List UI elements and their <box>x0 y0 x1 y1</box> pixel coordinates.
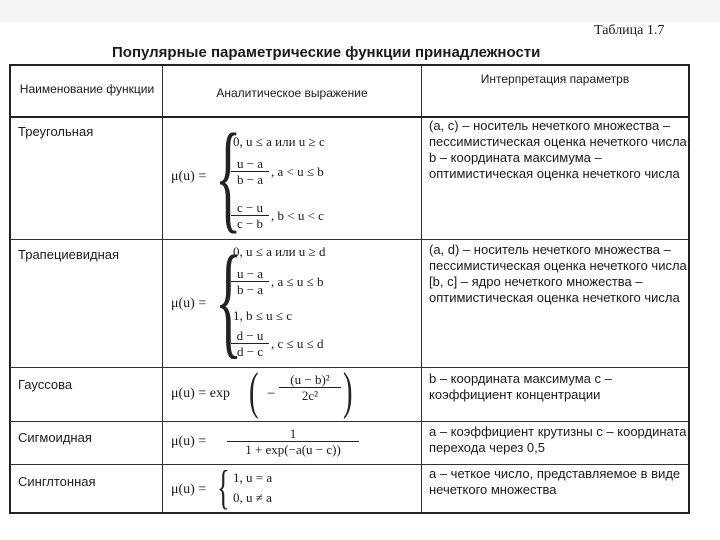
case-4-condition: , c ≤ u ≤ d <box>271 336 324 351</box>
membership-functions-table <box>9 64 690 514</box>
case-2-condition: , a ≤ u ≤ b <box>271 274 324 289</box>
interpretation-singleton: a – четкое число, представляемое в виде нечеткого множества <box>429 466 681 497</box>
fraction-denominator: 1 + exp(−a(u − c)) <box>245 442 341 457</box>
case-4-fraction <box>231 328 269 359</box>
row-divider-1 <box>11 239 688 240</box>
fraction-numerator: u − a <box>231 266 269 282</box>
case-3: 1, b ≤ u ≤ c <box>233 308 293 323</box>
fraction-denominator: 2c² <box>301 388 319 403</box>
row-name-trapezoidal: Трапециевидная <box>18 247 120 262</box>
left-brace-icon: { <box>215 231 243 370</box>
header-name: Наименование функции <box>19 82 155 96</box>
row-name-singleton: Синглтонная <box>18 474 96 489</box>
formula-lhs: μ(u) = <box>171 296 207 311</box>
formula-lhs: μ(u) = <box>171 434 207 449</box>
formula-lhs: μ(u) = <box>171 482 207 497</box>
case-3-condition: , b < u < c <box>271 208 324 223</box>
interpretation-gaussian: b – координата максимума c – коэффициент концентрации <box>429 371 612 402</box>
fraction-numerator: (u − b)² <box>279 372 341 388</box>
case-2-fraction <box>231 266 269 297</box>
left-paren-icon: ( <box>249 363 259 420</box>
fraction-denominator: c − b <box>236 216 264 231</box>
row-divider-3 <box>11 421 688 422</box>
fraction-denominator: b − a <box>236 282 264 297</box>
table-title: Популярные параметрические функции принадлежности <box>112 44 541 61</box>
table-number: Таблица 1.7 <box>594 23 665 38</box>
case-3-fraction <box>231 200 269 231</box>
fraction-numerator: c − u <box>231 200 269 216</box>
top-band <box>0 0 720 22</box>
case-2: 0, u ≠ a <box>233 490 272 505</box>
interpretation-triangular: (a, c) – носитель нечеткого множества – пессимистическая оценка нечеткого числа; b – координата максимума – оптимистическая оценка нечеткого числа <box>429 118 691 181</box>
case-2-condition: , a < u ≤ b <box>271 164 324 179</box>
case-1: 1, u = a <box>233 470 273 485</box>
fraction-denominator: d − c <box>236 344 264 359</box>
left-brace-icon: { <box>215 109 242 244</box>
left-brace-icon: { <box>217 461 230 514</box>
exponent-fraction <box>279 372 341 403</box>
right-paren-icon: ) <box>343 363 353 420</box>
interpretation-trapezoidal: (a, d) – носитель нечеткого множества – пессимистическая оценка нечеткого числа; [b, c] – ядро нечеткого множества – оптимистическая оценка нечеткого числа <box>429 242 691 305</box>
case-1: 0, u ≤ a или u ≥ d <box>233 244 326 259</box>
fraction-denominator: b − a <box>236 172 264 187</box>
interpretation-sigmoid: a – коэффициент крутизны c – координата перехода через 0,5 <box>429 424 687 455</box>
column-divider-1 <box>162 66 163 512</box>
formula-lhs: μ(u) = <box>171 169 207 184</box>
formula-lhs: μ(u) = exp <box>171 386 230 401</box>
sigmoid-fraction <box>227 426 359 457</box>
case-1: 0, u ≤ a или u ≥ c <box>233 134 325 149</box>
row-name-gaussian: Гауссова <box>18 377 73 392</box>
fraction-numerator: 1 <box>227 426 359 442</box>
case-2-fraction <box>231 156 269 187</box>
row-name-triangular: Треугольная <box>18 124 94 139</box>
row-name-sigmoid: Сигмоидная <box>18 430 92 445</box>
header-expression: Аналитическое выражение <box>216 86 368 100</box>
row-divider-4 <box>11 464 688 465</box>
fraction-numerator: d − u <box>231 328 269 344</box>
column-divider-2 <box>421 66 422 512</box>
minus-sign: − <box>267 386 276 402</box>
header-interpretation: Интерпретация параметрв <box>480 72 630 86</box>
fraction-numerator: u − a <box>231 156 269 172</box>
